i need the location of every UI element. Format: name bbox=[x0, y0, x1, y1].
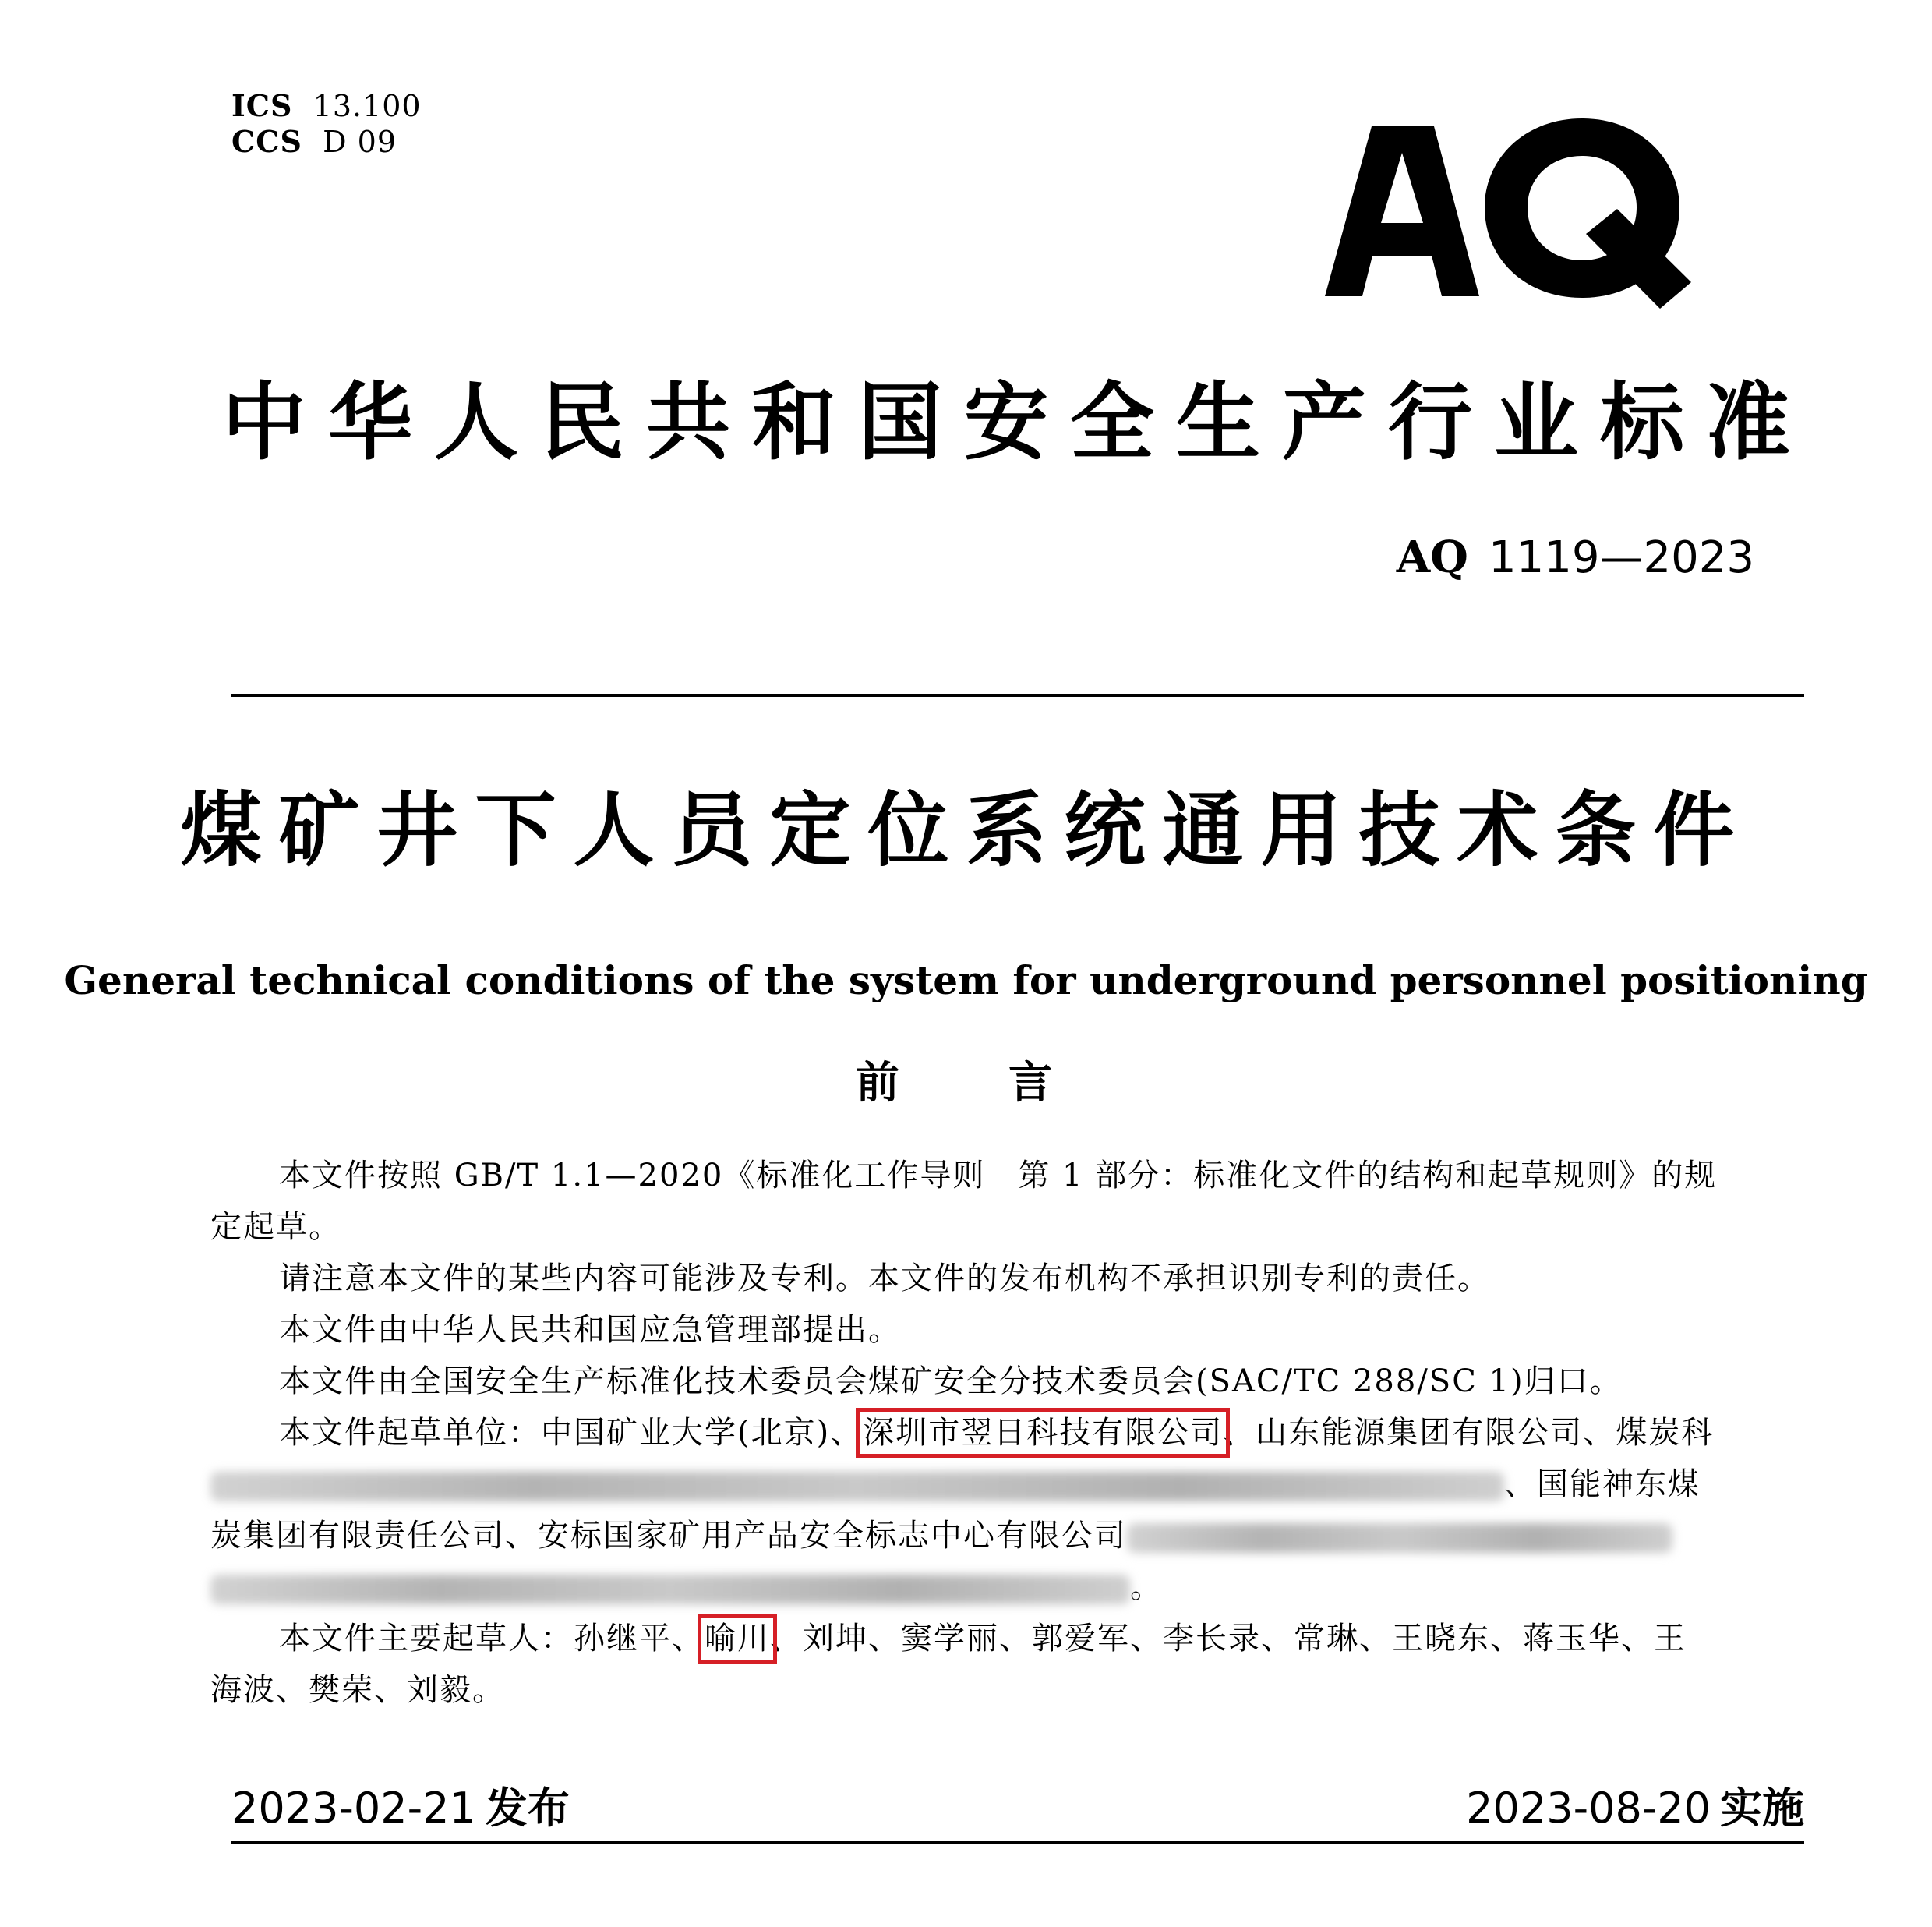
header-title: 中华人民共和国安全生产行业标准 bbox=[222, 374, 1813, 472]
redacted-text bbox=[210, 1472, 1504, 1501]
aq-logo bbox=[1325, 78, 1699, 327]
preface-paragraph-5: 本文件起草单位：中国矿业大学(北京)、深圳市翌日科技有限公司、山东能源集团有限公司、煤炭科、国能神东煤炭集团有限责任公司、安标国家矿用产品安全标志中心有限公司。 bbox=[210, 1415, 1715, 1605]
highlighted-drafter: 喻川 bbox=[705, 1621, 770, 1657]
publish-date: 2023-02-21 发布 bbox=[231, 1784, 570, 1833]
preface-paragraph-4: 本文件由全国安全生产标准化技术委员会煤矿安全分技术委员会(SAC/TC 288/SC 1)归口。 bbox=[279, 1363, 1623, 1399]
preface-heading: 前言 bbox=[856, 1058, 1161, 1108]
top-divider bbox=[231, 694, 1804, 697]
redacted-text bbox=[210, 1575, 1130, 1604]
ics-line: ICS 13.100 bbox=[231, 88, 422, 123]
preface-paragraph-1: 本文件按照 GB/T 1.1—2020《标准化工作导则 第 1 部分：标准化文件的结构和起草规则》的规定起草。 bbox=[210, 1158, 1718, 1245]
bottom-divider bbox=[231, 1841, 1804, 1844]
classification-codes bbox=[231, 88, 422, 160]
english-title: General technical conditions of the system for underground personnel positioning bbox=[64, 957, 1868, 1003]
highlighted-company: 深圳市翌日科技有限公司 bbox=[863, 1415, 1224, 1451]
standard-code: AQ 1119—2023 bbox=[1396, 532, 1754, 583]
preface-body bbox=[210, 1150, 1718, 1716]
preface-paragraph-3: 本文件由中华人民共和国应急管理部提出。 bbox=[279, 1312, 901, 1348]
redacted-text bbox=[1127, 1523, 1672, 1553]
preface-paragraph-2: 请注意本文件的某些内容可能涉及专利。本文件的发布机构不承担识别专利的责任。 bbox=[279, 1261, 1490, 1296]
implement-date: 2023-08-20 实施 bbox=[1466, 1784, 1804, 1833]
preface-paragraph-6: 本文件主要起草人：孙继平、喻川、刘坤、窦学丽、郭爱军、李长录、常琳、王晓东、蒋玉华、王海波、樊荣、刘毅。 bbox=[210, 1621, 1687, 1708]
ccs-line: CCS D 09 bbox=[231, 124, 397, 159]
document-title: 煤矿井下人员定位系统通用技术条件 bbox=[180, 783, 1752, 878]
